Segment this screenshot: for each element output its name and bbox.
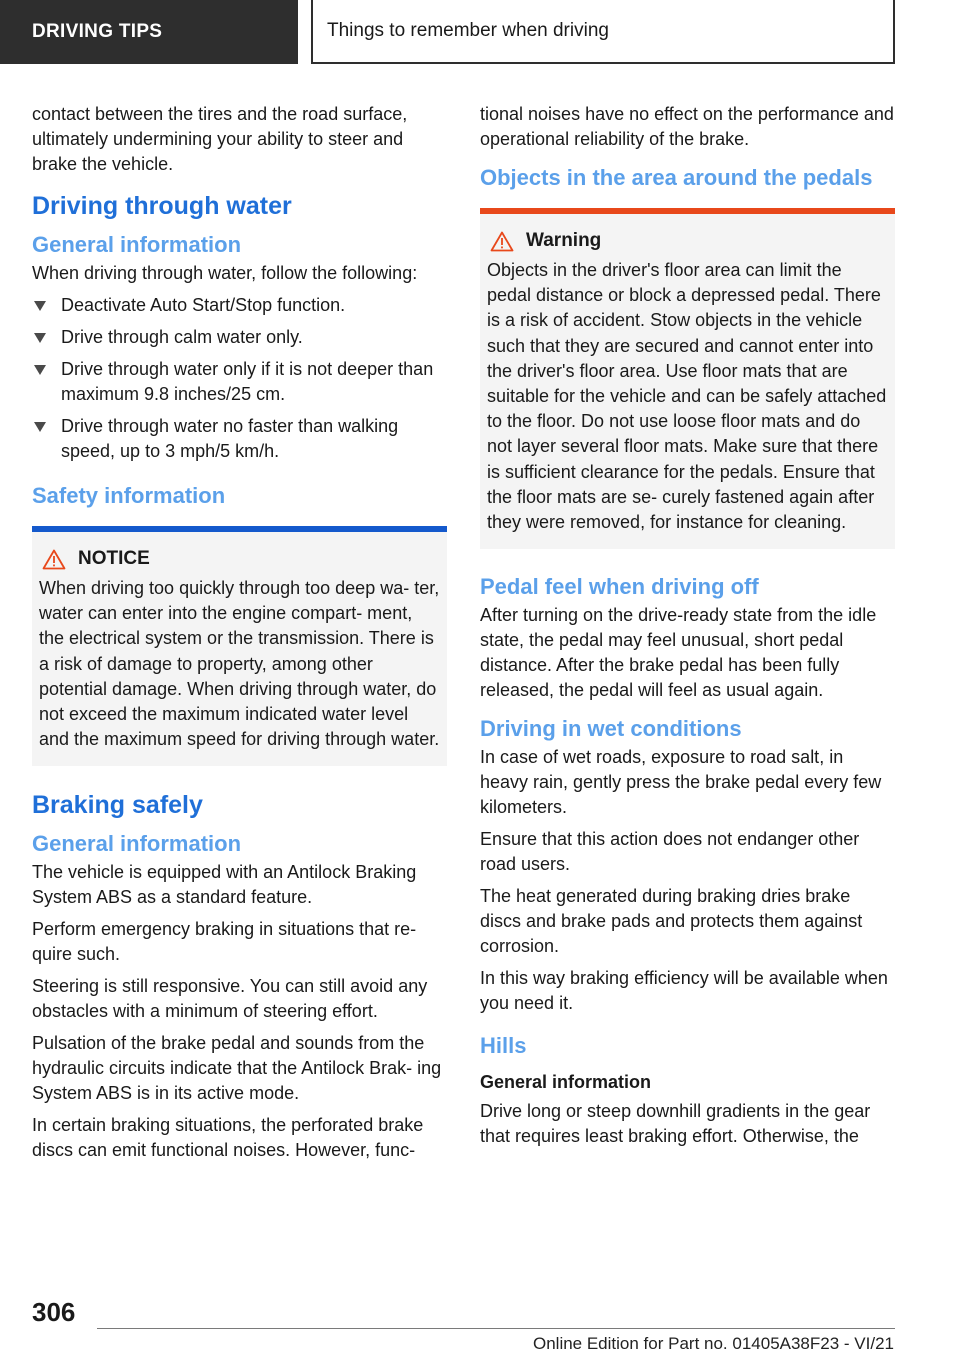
notice-box [32, 526, 447, 766]
bullet-triangle-icon [34, 333, 46, 343]
left-column [32, 102, 447, 1170]
subheading-pedal-feel: Pedal feel when driving off [480, 574, 759, 600]
warning-box [480, 208, 895, 549]
bullet-triangle-icon [34, 365, 46, 375]
wet-paragraph-1: In case of wet roads, exposure to road salt, in heavy rain, gently press the brake pedal every few kilometers. [480, 747, 882, 818]
list-item: Deactivate Auto Start/Stop function. [32, 293, 447, 318]
notice-text: When driving too quickly through too deep wa‐ ter, water can enter into the engine compart‐ ment, the electrical system or the transmission. There is a risk of damage to property, among other potential damage. When driving through water, do not exceed the maximum indicated water level and the maximum speed for driving through water. [39, 578, 440, 750]
footer-edition: Online Edition for Part no. 01405A38F23 - VI/21 [532, 1334, 894, 1353]
wet-paragraph-3: The heat generated during braking dries brake discs and brake pads and protects them against corrosion. [480, 886, 863, 957]
footer-divider [97, 1328, 895, 1329]
continued-paragraph: tional noises have no effect on the performance and operational reliability of the brake. [480, 104, 894, 149]
heading-driving-through-water: Driving through water [32, 192, 292, 220]
brake-paragraph-1: The vehicle is equipped with an Antilock Braking System ABS as a standard feature. [32, 862, 417, 908]
section-tab [0, 0, 298, 64]
subheading-braking-general: General information [32, 831, 242, 857]
subheading-objects-around-pedals: Objects in the area around the pedals [480, 165, 873, 190]
brake-paragraph-3: Steering is still responsive. You can still avoid any obstacles with a minimum of steering effort. [32, 976, 428, 1022]
bullet-triangle-icon [34, 422, 46, 432]
notice-title: NOTICE [78, 548, 150, 569]
brake-paragraph-2: Perform emergency braking in situations that re‐ quire such. [32, 919, 417, 965]
chapter-title: Things to remember when driving [327, 20, 609, 41]
notice-header [39, 548, 440, 570]
subheading-water-general: General information [32, 232, 242, 257]
brake-paragraph-5: In certain braking situations, the perforated brake discs can emit functional noises. However, func‐ [32, 1115, 424, 1161]
warning-triangle-icon [490, 231, 514, 252]
pedal-feel-text: After turning on the drive-ready state from the idle state, the pedal may feel unusual, short pedal distance. After the brake pedal has been fully released, the pedal will feel as usual again. [480, 605, 877, 701]
subheading-wet-conditions: Driving in wet conditions [480, 716, 742, 742]
warning-triangle-icon [42, 549, 66, 570]
chapter-tab [311, 0, 895, 64]
warning-text: Objects in the driver's floor area can limit the pedal distance or block a depressed pedal. There is a risk of accident. Stow objects in the vehicle such that they are secured and cannot enter into the driver's floor area. Use floor mats that are suitable for the vehicle and can be safely attached to the floor. Do not use loose floor mats and do not layer several floor mats. Make sure that there is sufficient clearance for the pedals. Ensure that the floor mats are se‐ curely fastened again after they were removed, for instance for cleaning. [487, 260, 887, 533]
warning-title: Warning [526, 230, 602, 251]
subheading-hills: Hills [480, 1033, 527, 1059]
wet-paragraph-4: In this way braking efficiency will be available when you need it. [480, 968, 888, 1014]
subheading-safety-information: Safety information [32, 483, 226, 508]
water-bullet-list [32, 293, 447, 464]
brake-paragraph-4: Pulsation of the brake pedal and sounds from the hydraulic circuits indicate that the Antilock Brak‐ ing System ABS is in its active mode. [32, 1033, 442, 1104]
water-intro: When driving through water, follow the following: [32, 263, 418, 283]
wet-paragraph-2: Ensure that this action does not endanger other road users. [480, 829, 860, 875]
list-item: Drive through water no faster than walking speed, up to 3 mph/5 km/h. [32, 414, 447, 464]
hills-text: Drive long or steep downhill gradients in the gear that requires least braking effort. Otherwise, the [480, 1101, 871, 1147]
warning-header [487, 230, 888, 252]
continued-paragraph: contact between the tires and the road surface, ultimately undermining your ability to steer and brake the vehicle. [32, 104, 408, 174]
bullet-triangle-icon [34, 301, 46, 311]
right-column [480, 102, 895, 1156]
list-item: Drive through calm water only. [32, 325, 447, 350]
page-number: 306 [32, 1297, 76, 1327]
subheading-hills-general: General information [480, 1072, 652, 1093]
list-item: Drive through water only if it is not deeper than maximum 9.8 inches/25 cm. [32, 357, 447, 407]
heading-braking-safely: Braking safely [32, 791, 203, 820]
section-title: DRIVING TIPS [32, 21, 163, 42]
